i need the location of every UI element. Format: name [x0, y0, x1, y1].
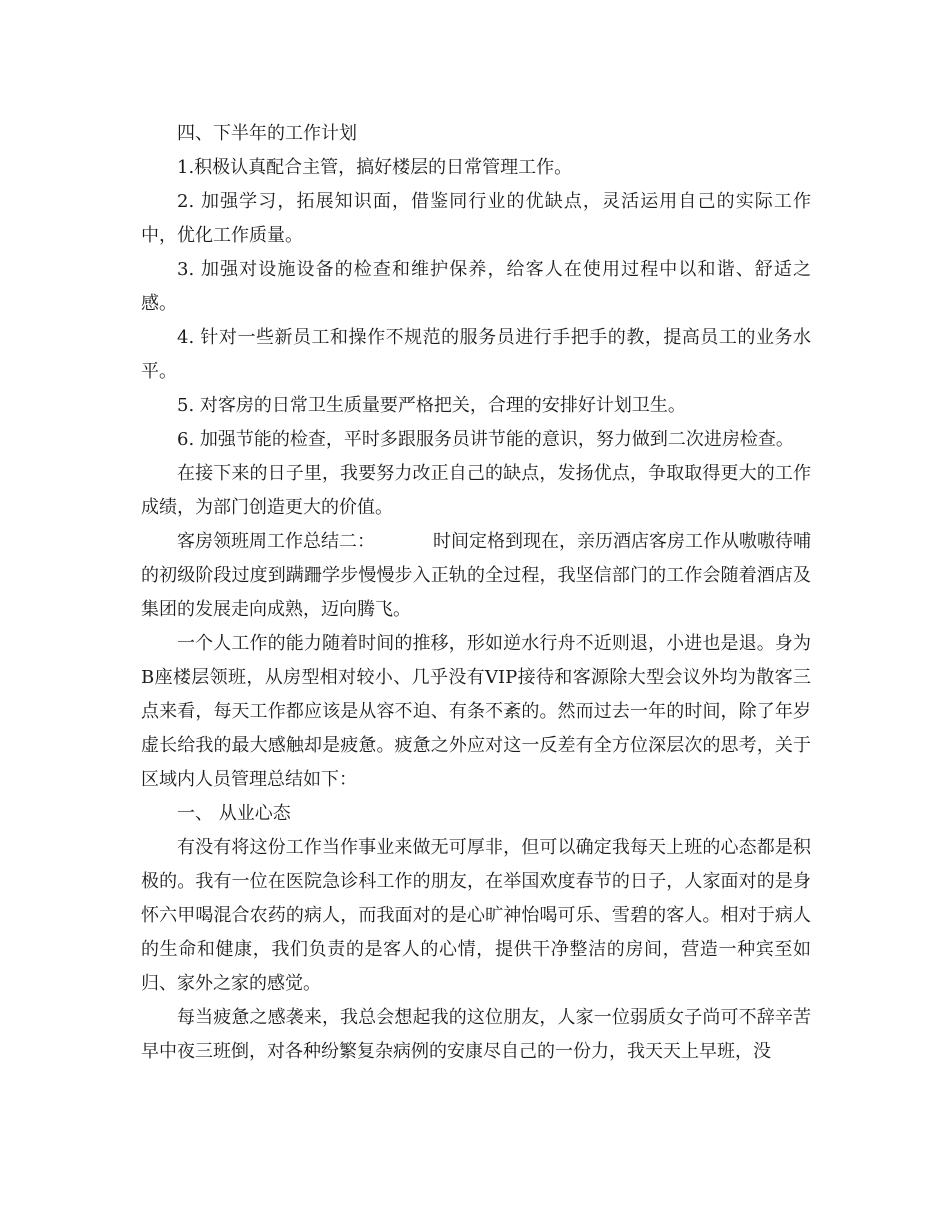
- plan-item-4: 4. 针对一些新员工和操作不规范的服务员进行手把手的教，提高员工的业务水平。: [141, 327, 811, 382]
- plan-item-1: 1.积极认真配合主管，搞好楼层的日常管理工作。: [177, 157, 573, 178]
- closing-paragraph: 在接下来的日子里，我要努力改正自己的缺点，发扬优点，争取取得更大的工作成绩，为部门创造更大的价值。: [141, 463, 811, 518]
- summary-two-paragraph: [141, 525, 811, 627]
- plan-item-5: 5. 对客房的日常卫生质量要严格把关，合理的安排好计划卫生。: [177, 395, 686, 416]
- summary-two-heading: 客房领班周工作总结二：: [177, 531, 375, 552]
- attitude-paragraph: 有没有将这份工作当作事业来做无可厚非，但可以确定我每天上班的心态都是积极的。我有一位在医院急诊科工作的朋友，在举国欢度春节的日子，人家面对的是身怀六甲喝混合农药的病人，而我面对的是心旷神怡喝可乐、雪碧的客人。相对于病人的生命和健康，我们负责的是客人的心情，提供干净整洁的房间，营造一种宾至如归、家外之家的感觉。: [141, 837, 811, 994]
- section-heading-plan: 四、下半年的工作计划: [177, 123, 357, 144]
- plan-item-3: 3. 加强对设施设备的检查和维护保养，给客人在使用过程中以和谐、舒适之感。: [141, 259, 811, 314]
- document-body: [141, 117, 811, 1069]
- summary-two-body: 时间定格到现在，亲历酒店客房工作从嗷嗷待哺的初级阶段过度到蹒跚学步慢慢步入正轨的全过程，我坚信部门的工作会随着酒店及集团的发展走向成熟，迈向腾飞。: [141, 531, 811, 620]
- plan-item-6: 6. 加强节能的检查，平时多跟服务员讲节能的意识，努力做到二次进房检查。: [177, 429, 794, 450]
- section-heading-attitude: 一、 从业心态: [177, 803, 291, 824]
- plan-item-2: 2. 加强学习，拓展知识面，借鉴同行业的优缺点，灵活运用自己的实际工作中，优化工作质量。: [141, 191, 811, 246]
- fatigue-paragraph: 每当疲惫之感袭来，我总会想起我的这位朋友，人家一位弱质女子尚可不辞辛苦早中夜三班倒，对各种纷繁复杂病例的安康尽自己的一份力，我天天上早班，没: [141, 1007, 811, 1062]
- ability-paragraph: 一个人工作的能力随着时间的推移，形如逆水行舟不近则退，小进也是退。身为B座楼层领班，从房型相对较小、几乎没有VIP接待和客源除大型会议外均为散客三点来看，每天工作都应该是从容不迫、有条不紊的。然而过去一年的时间，除了年岁虚长给我的最大感触却是疲惫。疲惫之外应对这一反差有全方位深层次的思考，关于区域内人员管理总结如下：: [141, 633, 811, 790]
